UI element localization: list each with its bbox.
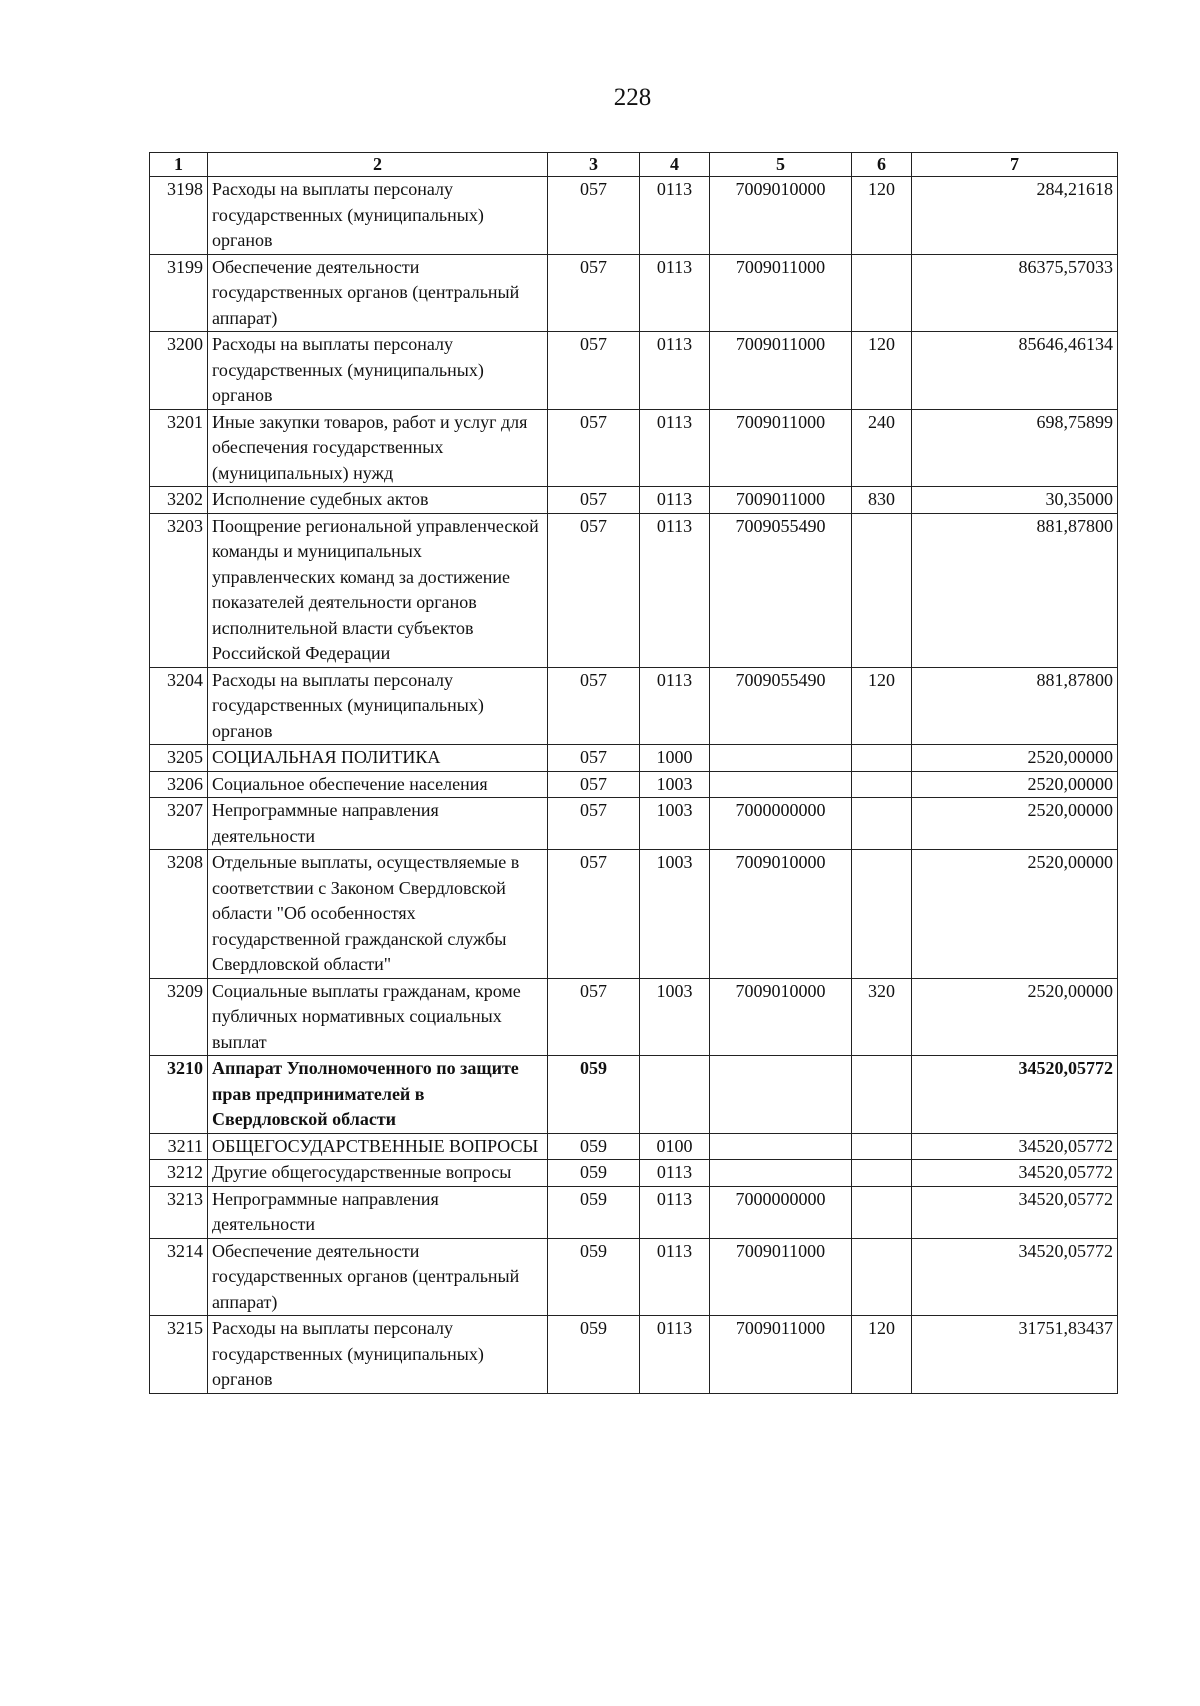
row-expense-type <box>852 798 912 850</box>
row-expense-type <box>852 771 912 798</box>
row-section-code: 0113 <box>640 1186 710 1238</box>
row-target-code: 7009010000 <box>710 850 852 979</box>
table-row <box>150 1133 1118 1160</box>
row-name: Поощрение региональной управленческой команды и муниципальных управленческих команд за достижение показателей деятельности органов исполнительной власти субъектов Российской Федерации <box>208 513 548 667</box>
header-col-1: 1 <box>150 153 208 177</box>
row-expense-type <box>852 1238 912 1316</box>
row-target-code <box>710 1160 852 1187</box>
row-target-code: 7009011000 <box>710 254 852 332</box>
row-amount: 34520,05772 <box>912 1056 1118 1134</box>
row-expense-type <box>852 1056 912 1134</box>
table-row <box>150 1056 1118 1134</box>
row-section-code: 1000 <box>640 745 710 772</box>
header-col-7: 7 <box>912 153 1118 177</box>
row-ministry-code: 059 <box>548 1186 640 1238</box>
row-section-code: 1003 <box>640 798 710 850</box>
table-row <box>150 1316 1118 1394</box>
row-number: 3213 <box>150 1186 208 1238</box>
header-col-3: 3 <box>548 153 640 177</box>
row-expense-type <box>852 850 912 979</box>
table-row <box>150 667 1118 745</box>
table-row <box>150 409 1118 487</box>
table-row <box>150 254 1118 332</box>
row-target-code: 7000000000 <box>710 1186 852 1238</box>
row-amount: 881,87800 <box>912 513 1118 667</box>
row-target-code: 7009011000 <box>710 332 852 410</box>
row-amount: 34520,05772 <box>912 1238 1118 1316</box>
row-amount: 2520,00000 <box>912 798 1118 850</box>
row-number: 3198 <box>150 177 208 255</box>
row-target-code <box>710 1133 852 1160</box>
row-expense-type <box>852 1133 912 1160</box>
row-amount: 34520,05772 <box>912 1160 1118 1187</box>
row-amount: 85646,46134 <box>912 332 1118 410</box>
page-number: 228 <box>613 84 652 111</box>
row-expense-type <box>852 1160 912 1187</box>
row-ministry-code: 059 <box>548 1133 640 1160</box>
row-expense-type <box>852 1186 912 1238</box>
row-expense-type <box>852 254 912 332</box>
row-target-code: 7009055490 <box>710 667 852 745</box>
row-number: 3215 <box>150 1316 208 1394</box>
row-name: Исполнение судебных актов <box>208 487 548 514</box>
row-ministry-code: 057 <box>548 177 640 255</box>
row-name: Непрограммные направления деятельности <box>208 1186 548 1238</box>
row-section-code: 0113 <box>640 332 710 410</box>
row-expense-type: 120 <box>852 667 912 745</box>
row-name: Расходы на выплаты персоналу государственных (муниципальных) органов <box>208 332 548 410</box>
row-number: 3203 <box>150 513 208 667</box>
row-number: 3210 <box>150 1056 208 1134</box>
row-section-code: 0113 <box>640 1316 710 1394</box>
row-number: 3212 <box>150 1160 208 1187</box>
row-section-code: 0113 <box>640 254 710 332</box>
table-row <box>150 798 1118 850</box>
row-number: 3201 <box>150 409 208 487</box>
row-name: Иные закупки товаров, работ и услуг для обеспечения государственных (муниципальных) нужд <box>208 409 548 487</box>
row-expense-type <box>852 745 912 772</box>
row-amount: 881,87800 <box>912 667 1118 745</box>
row-amount: 698,75899 <box>912 409 1118 487</box>
row-name: Непрограммные направления деятельности <box>208 798 548 850</box>
row-name: Расходы на выплаты персоналу государственных (муниципальных) органов <box>208 1316 548 1394</box>
header-col-2: 2 <box>208 153 548 177</box>
row-ministry-code: 057 <box>548 745 640 772</box>
row-ministry-code: 057 <box>548 850 640 979</box>
row-amount: 2520,00000 <box>912 978 1118 1056</box>
row-section-code: 1003 <box>640 771 710 798</box>
row-amount: 2520,00000 <box>912 745 1118 772</box>
header-row <box>150 153 1118 177</box>
row-number: 3209 <box>150 978 208 1056</box>
row-target-code: 7009011000 <box>710 409 852 487</box>
row-ministry-code: 059 <box>548 1160 640 1187</box>
row-number: 3199 <box>150 254 208 332</box>
budget-table <box>149 152 1118 1394</box>
table-row <box>150 978 1118 1056</box>
row-target-code: 7000000000 <box>710 798 852 850</box>
row-section-code: 0113 <box>640 513 710 667</box>
row-target-code: 7009010000 <box>710 177 852 255</box>
table-row <box>150 850 1118 979</box>
row-name: Обеспечение деятельности государственных органов (центральный аппарат) <box>208 254 548 332</box>
row-name: Другие общегосударственные вопросы <box>208 1160 548 1187</box>
row-number: 3214 <box>150 1238 208 1316</box>
table-row <box>150 1186 1118 1238</box>
row-name: Расходы на выплаты персоналу государственных (муниципальных) органов <box>208 667 548 745</box>
row-amount: 284,21618 <box>912 177 1118 255</box>
row-name: Отдельные выплаты, осуществляемые в соответствии с Законом Свердловской области "Об особенностях государственной гражданской службы Свердловской области" <box>208 850 548 979</box>
row-amount: 2520,00000 <box>912 771 1118 798</box>
row-amount: 86375,57033 <box>912 254 1118 332</box>
row-target-code: 7009011000 <box>710 487 852 514</box>
row-expense-type: 240 <box>852 409 912 487</box>
row-expense-type: 120 <box>852 332 912 410</box>
row-name: ОБЩЕГОСУДАРСТВЕННЫЕ ВОПРОСЫ <box>208 1133 548 1160</box>
row-number: 3206 <box>150 771 208 798</box>
table-row <box>150 487 1118 514</box>
row-name: СОЦИАЛЬНАЯ ПОЛИТИКА <box>208 745 548 772</box>
row-number: 3204 <box>150 667 208 745</box>
row-target-code: 7009011000 <box>710 1238 852 1316</box>
row-ministry-code: 057 <box>548 513 640 667</box>
row-name: Социальные выплаты гражданам, кроме публичных нормативных социальных выплат <box>208 978 548 1056</box>
row-target-code <box>710 771 852 798</box>
row-target-code: 7009011000 <box>710 1316 852 1394</box>
row-ministry-code: 057 <box>548 771 640 798</box>
row-expense-type: 120 <box>852 1316 912 1394</box>
row-section-code: 0113 <box>640 667 710 745</box>
row-number: 3208 <box>150 850 208 979</box>
table-row <box>150 1238 1118 1316</box>
row-amount: 2520,00000 <box>912 850 1118 979</box>
row-amount: 34520,05772 <box>912 1186 1118 1238</box>
row-expense-type <box>852 513 912 667</box>
row-section-code: 1003 <box>640 850 710 979</box>
row-target-code: 7009010000 <box>710 978 852 1056</box>
row-amount: 31751,83437 <box>912 1316 1118 1394</box>
row-name: Социальное обеспечение населения <box>208 771 548 798</box>
row-amount: 34520,05772 <box>912 1133 1118 1160</box>
row-name: Расходы на выплаты персоналу государственных (муниципальных) органов <box>208 177 548 255</box>
header-col-5: 5 <box>710 153 852 177</box>
row-target-code <box>710 745 852 772</box>
table-row <box>150 771 1118 798</box>
table-row <box>150 332 1118 410</box>
row-section-code: 0100 <box>640 1133 710 1160</box>
row-name: Обеспечение деятельности государственных органов (центральный аппарат) <box>208 1238 548 1316</box>
row-expense-type: 120 <box>852 177 912 255</box>
table-row <box>150 1160 1118 1187</box>
row-section-code <box>640 1056 710 1134</box>
row-ministry-code: 057 <box>548 487 640 514</box>
row-ministry-code: 059 <box>548 1238 640 1316</box>
table-row <box>150 745 1118 772</box>
row-section-code: 0113 <box>640 1160 710 1187</box>
row-number: 3200 <box>150 332 208 410</box>
table-row <box>150 177 1118 255</box>
row-ministry-code: 059 <box>548 1316 640 1394</box>
row-amount: 30,35000 <box>912 487 1118 514</box>
row-name: Аппарат Уполномоченного по защите прав предпринимателей в Свердловской области <box>208 1056 548 1134</box>
row-ministry-code: 057 <box>548 332 640 410</box>
row-ministry-code: 057 <box>548 798 640 850</box>
row-section-code: 0113 <box>640 409 710 487</box>
row-number: 3205 <box>150 745 208 772</box>
header-col-4: 4 <box>640 153 710 177</box>
row-expense-type: 830 <box>852 487 912 514</box>
row-number: 3207 <box>150 798 208 850</box>
row-ministry-code: 057 <box>548 667 640 745</box>
row-section-code: 0113 <box>640 1238 710 1316</box>
row-number: 3202 <box>150 487 208 514</box>
row-ministry-code: 057 <box>548 978 640 1056</box>
row-target-code <box>710 1056 852 1134</box>
row-section-code: 1003 <box>640 978 710 1056</box>
header-col-6: 6 <box>852 153 912 177</box>
row-section-code: 0113 <box>640 177 710 255</box>
row-ministry-code: 059 <box>548 1056 640 1134</box>
row-number: 3211 <box>150 1133 208 1160</box>
row-ministry-code: 057 <box>548 254 640 332</box>
row-target-code: 7009055490 <box>710 513 852 667</box>
row-section-code: 0113 <box>640 487 710 514</box>
row-ministry-code: 057 <box>548 409 640 487</box>
table-row <box>150 513 1118 667</box>
row-expense-type: 320 <box>852 978 912 1056</box>
